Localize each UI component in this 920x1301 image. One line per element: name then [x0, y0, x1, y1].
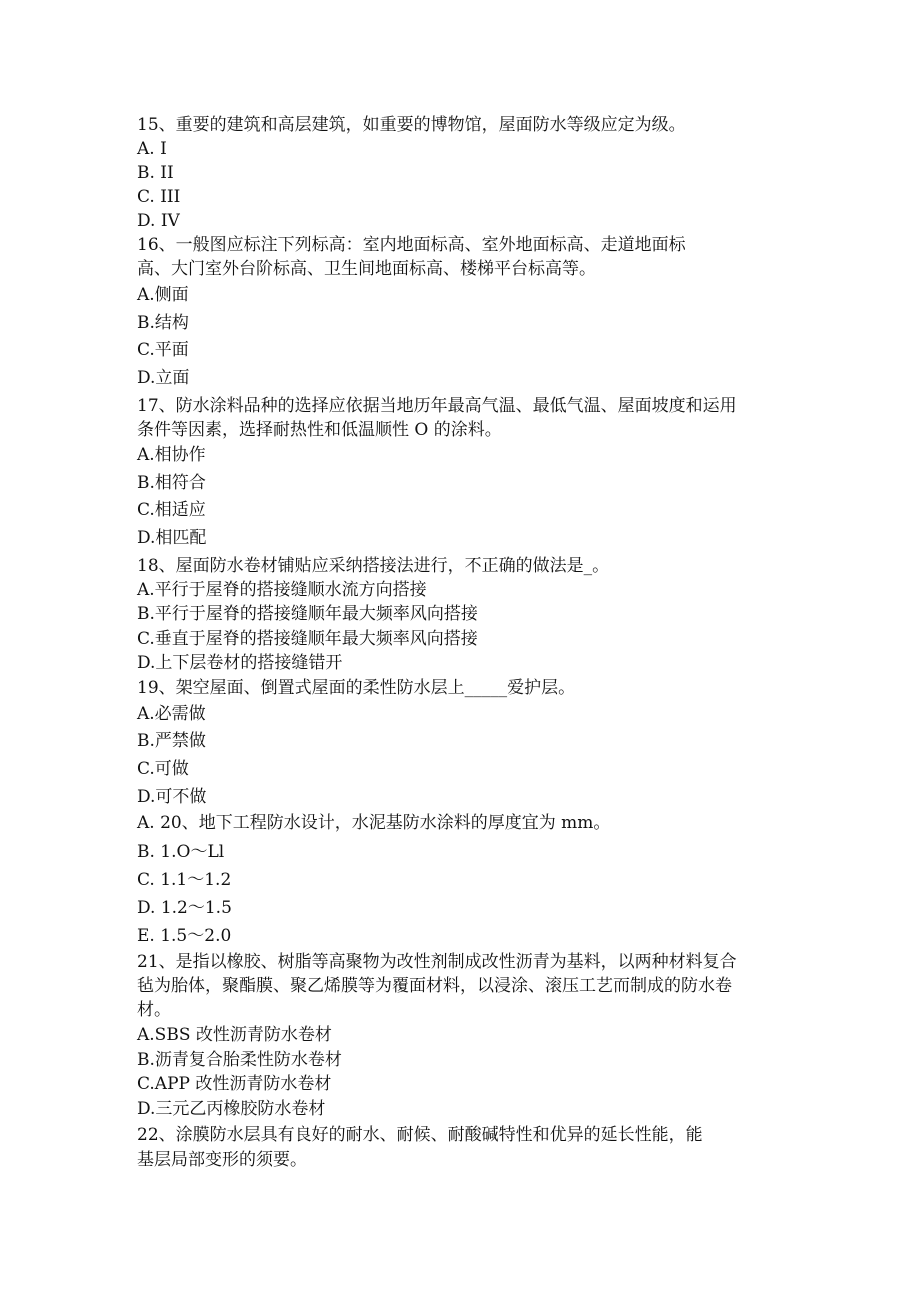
question-19-option-c: C.可做: [137, 759, 189, 779]
question-16-option-a: A.侧面: [137, 285, 189, 305]
question-22-stem-line-2: 基层局部变形的须要。: [137, 1150, 307, 1170]
question-20-option-b: B. 1.O～Ll: [137, 842, 225, 862]
question-21-stem-line-1: 21、是指以橡胶、树脂等高聚物为改性剂制成改性沥青为基料，以两种材料复合: [137, 952, 737, 972]
question-18-option-c: C.垂直于屋脊的搭接缝顺年最大频率风向搭接: [137, 629, 478, 649]
question-15-option-b: B. II: [137, 163, 174, 183]
question-20-option-e: E. 1.5～2.0: [137, 926, 232, 946]
question-19-option-b: B.严禁做: [137, 731, 206, 751]
question-16-option-b: B.结构: [137, 313, 189, 333]
question-21-stem-line-3: 材。: [137, 1000, 171, 1020]
question-21-option-c: C.APP 改性沥青防水卷材: [137, 1074, 332, 1094]
question-15-stem: 15、重要的建筑和高层建筑，如重要的博物馆，屋面防水等级应定为级。: [137, 115, 686, 135]
question-19-stem: 19、架空屋面、倒置式屋面的柔性防水层上_____爱护层。: [137, 678, 576, 698]
question-17-option-d: D.相匹配: [137, 528, 207, 548]
question-18-stem: 18、屋面防水卷材铺贴应采纳搭接法进行，不正确的做法是_。: [137, 556, 610, 576]
question-19-option-a: A.必需做: [137, 704, 206, 724]
question-20-option-c: C. 1.1～1.2: [137, 870, 232, 890]
question-17-option-a: A.相协作: [137, 445, 206, 465]
question-22-stem-line-1: 22、涂膜防水层具有良好的耐水、耐候、耐酸碱特性和优异的延长性能，能: [137, 1125, 703, 1145]
question-18-option-d: D.上下层卷材的搭接缝错开: [137, 653, 343, 673]
question-15-option-d: D. IV: [137, 211, 180, 231]
question-16-stem-line-2: 高、大门室外台阶标高、卫生间地面标高、楼梯平台标高等。: [137, 259, 596, 279]
question-15-option-c: C. III: [137, 187, 181, 207]
question-21-option-d: D.三元乙丙橡胶防水卷材: [137, 1099, 326, 1119]
question-17-option-c: C.相适应: [137, 500, 206, 520]
question-18-option-b: B.平行于屋脊的搭接缝顺年最大频率风向搭接: [137, 604, 478, 624]
question-16-option-d: D.立面: [137, 368, 190, 388]
question-20-option-d: D. 1.2～1.5: [137, 898, 232, 918]
question-18-option-a: A.平行于屋脊的搭接缝顺水流方向搭接: [137, 580, 427, 600]
question-20-stem: A. 20、地下工程防水设计，水泥基防水涂料的厚度宜为 mm。: [137, 813, 611, 833]
question-16-stem-line-1: 16、一般图应标注下列标高：室内地面标高、室外地面标高、走道地面标: [137, 235, 686, 255]
question-21-stem-line-2: 毡为胎体，聚酯膜、聚乙烯膜等为覆面材料，以浸涂、滚压工艺而制成的防水卷: [137, 976, 732, 996]
question-19-option-d: D.可不做: [137, 787, 207, 807]
question-15-option-a: A. I: [137, 139, 167, 159]
question-21-option-b: B.沥青复合胎柔性防水卷材: [137, 1050, 342, 1070]
question-21-option-a: A.SBS 改性沥青防水卷材: [137, 1025, 332, 1045]
question-17-stem-line-1: 17、防水涂料品种的选择应依据当地历年最高气温、最低气温、屋面坡度和运用: [137, 396, 737, 416]
question-17-stem-line-2: 条件等因素，选择耐热性和低温顺性 O 的涂料。: [137, 420, 502, 440]
question-16-option-c: C.平面: [137, 340, 189, 360]
question-17-option-b: B.相符合: [137, 473, 206, 493]
